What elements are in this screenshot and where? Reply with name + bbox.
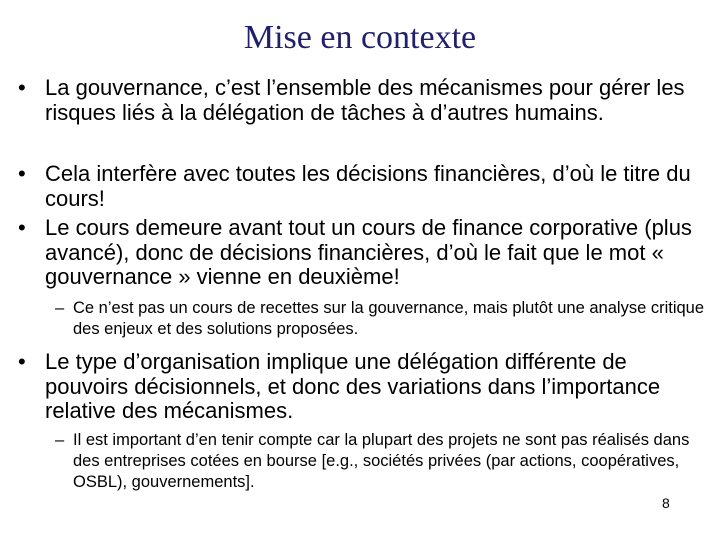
sub-bullet-item [55, 430, 705, 493]
bullet-marker: • [18, 161, 26, 186]
bullet-item [18, 162, 698, 211]
bullet-marker: • [18, 215, 26, 240]
bullet-text: La gouvernance, c’est l’ensemble des mécanismes pour gérer les risques liés à la délégation de tâches à d’autres humains. [45, 75, 685, 125]
sub-bullet-text: Il est important d’en tenir compte car la plupart des projets ne sont pas réalisés dans des entreprises cotées en bourse [e.g., sociétés privées (par actions, coopératives, OSBL), gouvernements]. [73, 431, 690, 491]
slide-title: Mise en contexte [243, 19, 477, 56]
bullet-text: Le cours demeure avant tout un cours de finance corporative (plus avancé), donc de décisions financières, d’où le fait que le mot « gouvernance » vienne en deuxième! [45, 215, 692, 289]
bullet-item [18, 216, 698, 290]
sub-bullet-text: Ce n’est pas un cours de recettes sur la gouvernance, mais plutôt une analyse critique des enjeux et des solutions proposées. [73, 299, 705, 338]
page-number: 8 [662, 495, 670, 511]
sub-bullet-marker: – [55, 299, 65, 317]
sub-bullet-item [55, 298, 705, 340]
bullet-text: Cela interfère avec toutes les décisions financières, d’où le titre du cours! [45, 161, 691, 211]
bullet-item [18, 350, 698, 424]
sub-bullet-marker: – [55, 431, 65, 449]
bullet-item [18, 76, 698, 125]
bullet-marker: • [18, 75, 26, 100]
bullet-marker: • [18, 349, 26, 374]
bullet-text: Le type d’organisation implique une délégation différente de pouvoirs décisionnels, et donc des variations dans l’importance relative des mécanismes. [45, 349, 661, 423]
